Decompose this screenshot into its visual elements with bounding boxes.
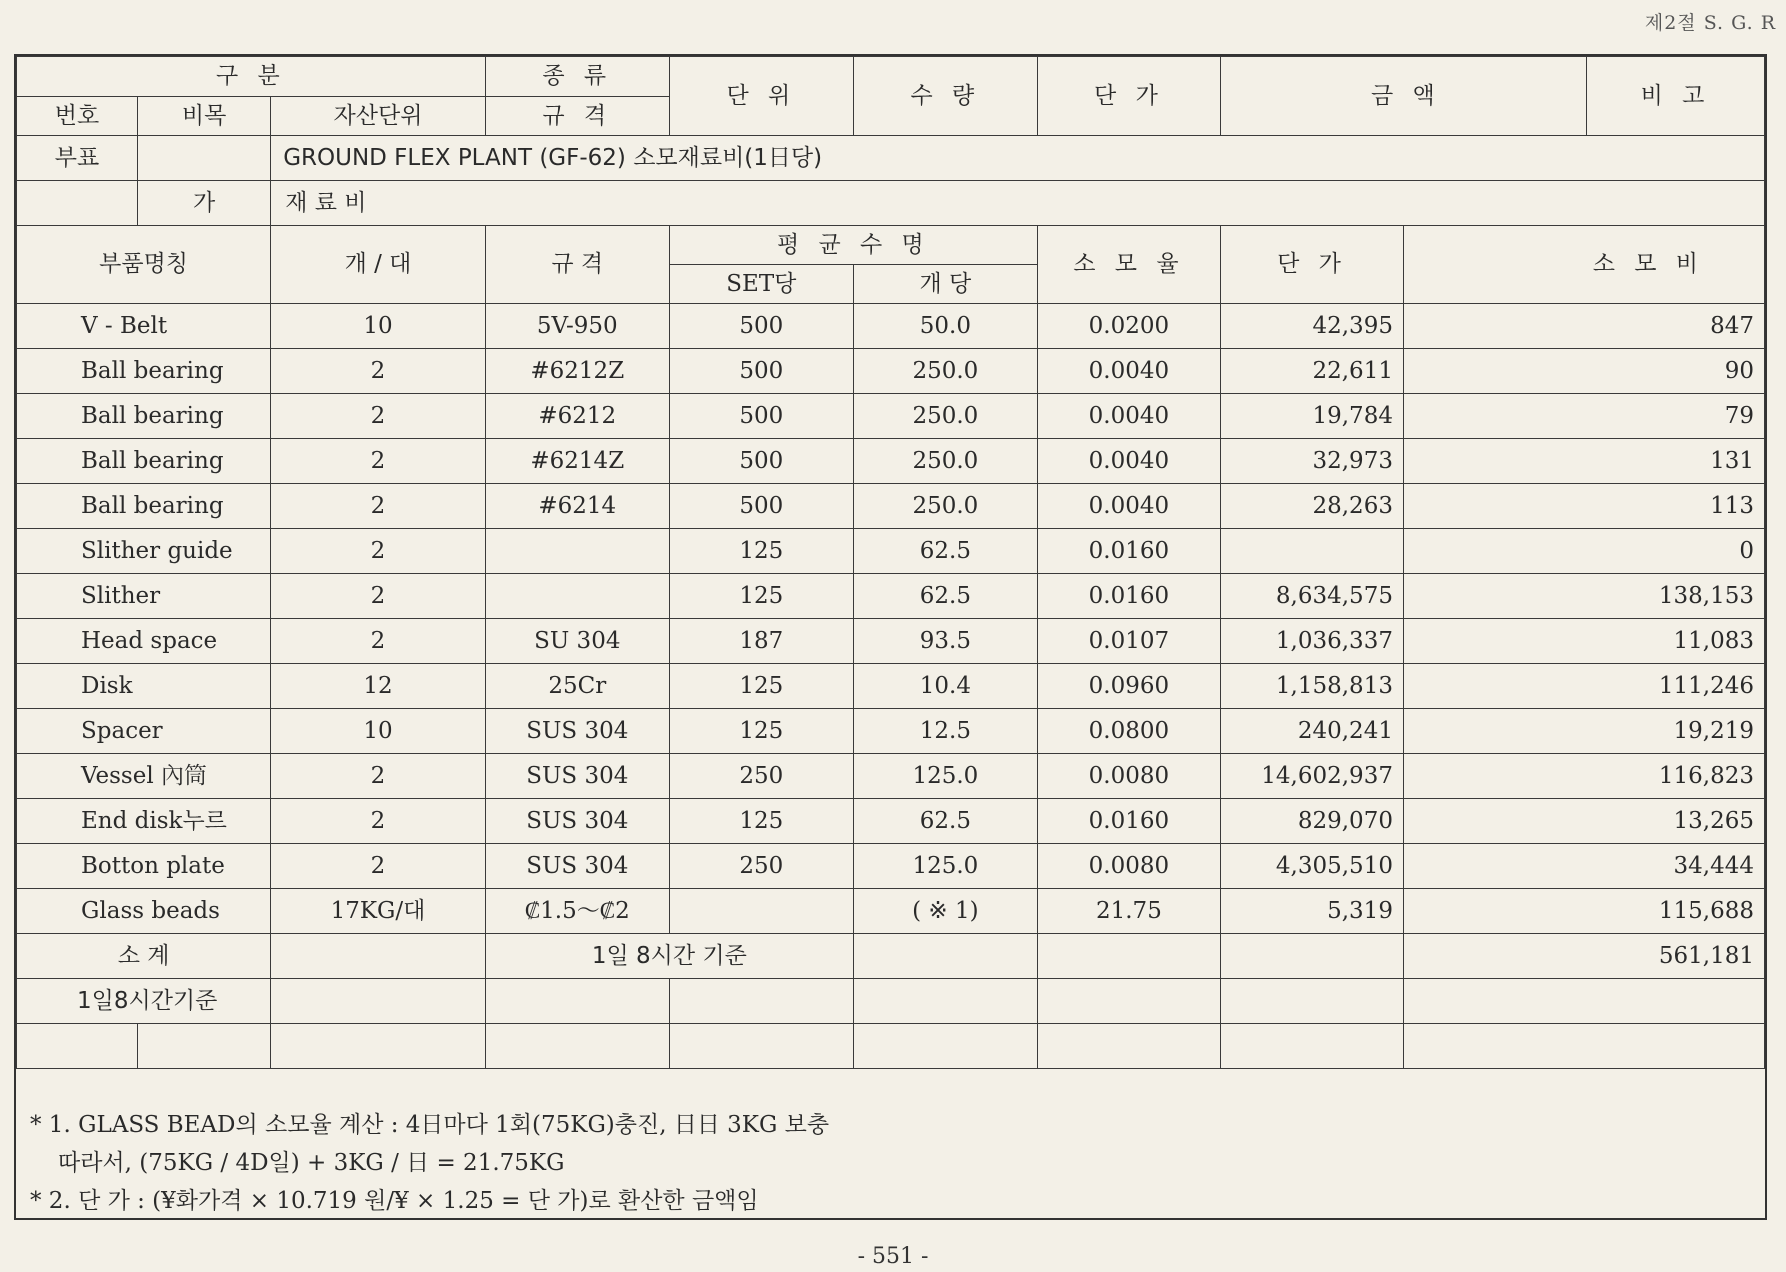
cell-set-life: 500 <box>669 349 853 394</box>
cell-rate: 0.0160 <box>1037 529 1220 574</box>
basis-empty-7 <box>1403 979 1764 1024</box>
cell-set-life: 250 <box>669 754 853 799</box>
cell-piece-life: 62.5 <box>853 574 1037 619</box>
cell-cost: 19,219 <box>1403 709 1764 754</box>
subheader-part-name: 부품명칭 <box>17 226 271 304</box>
subheader-per-set: SET당 <box>669 265 853 304</box>
cell-piece-life: 10.4 <box>853 664 1037 709</box>
cell-rate: 0.0040 <box>1037 349 1220 394</box>
basis-empty-5 <box>1037 979 1220 1024</box>
cell-rate: 0.0200 <box>1037 304 1220 349</box>
cell-price <box>1220 529 1403 574</box>
table-row <box>17 754 1765 799</box>
cell-piece-life: 125.0 <box>853 754 1037 799</box>
cell-rate: 0.0107 <box>1037 619 1220 664</box>
cell-spec: #6214Z <box>485 439 669 484</box>
subheader-cost: 소 모 비 <box>1403 226 1764 304</box>
cell-rate: 0.0160 <box>1037 574 1220 619</box>
cell-qty: 2 <box>271 484 486 529</box>
cell-price: 240,241 <box>1220 709 1403 754</box>
subtotal-empty-4 <box>1220 934 1403 979</box>
cost-table-page <box>14 54 1767 1220</box>
cell-set-life: 125 <box>669 709 853 754</box>
subtotal-empty-3 <box>1037 934 1220 979</box>
header-jongryu: 종 류 <box>485 57 669 97</box>
cell-set-life: 500 <box>669 394 853 439</box>
table-row <box>17 484 1765 529</box>
subheader-avg-life: 평 균 수 명 <box>669 226 1037 265</box>
table-row <box>17 349 1765 394</box>
cell-qty: 2 <box>271 439 486 484</box>
cell-piece-life: 250.0 <box>853 439 1037 484</box>
cell-piece-life: 125.0 <box>853 844 1037 889</box>
cell-price: 14,602,937 <box>1220 754 1403 799</box>
header-gyugyeok: 규 격 <box>485 97 669 136</box>
cell-cost: 34,444 <box>1403 844 1764 889</box>
cell-spec <box>485 529 669 574</box>
subheader-unit-price: 단 가 <box>1220 226 1403 304</box>
header-danwi: 단 위 <box>669 57 853 136</box>
cell-rate: 0.0040 <box>1037 394 1220 439</box>
cell-rate: 0.0960 <box>1037 664 1220 709</box>
cell-set-life: 500 <box>669 304 853 349</box>
cell-name: Botton plate <box>17 844 271 889</box>
cell-price: 4,305,510 <box>1220 844 1403 889</box>
blank-row <box>17 1024 1765 1069</box>
basis-row <box>17 979 1765 1024</box>
table-row <box>17 574 1765 619</box>
cell-name: End disk누르 <box>17 799 271 844</box>
cell-price: 22,611 <box>1220 349 1403 394</box>
footnote-1b: 따라서, (75KG / 4D일) + 3KG / 日 = 21.75KG <box>58 1150 565 1176</box>
cell-piece-life: 50.0 <box>853 304 1037 349</box>
table-row <box>17 619 1765 664</box>
cell-spec: #6212 <box>485 394 669 439</box>
cell-piece-life: 62.5 <box>853 799 1037 844</box>
cell-piece-life: 250.0 <box>853 394 1037 439</box>
header-danga: 단 가 <box>1037 57 1220 136</box>
cell-cost: 11,083 <box>1403 619 1764 664</box>
blank-cell-8 <box>1220 1024 1403 1069</box>
basis-empty-6 <box>1220 979 1403 1024</box>
header-bimok: 비목 <box>138 97 271 136</box>
cell-piece-life: 93.5 <box>853 619 1037 664</box>
cell-piece-life: 12.5 <box>853 709 1037 754</box>
cell-set-life: 187 <box>669 619 853 664</box>
table-row <box>17 529 1765 574</box>
blank-cell-6 <box>853 1024 1037 1069</box>
subheader-per-piece: 개 당 <box>853 265 1037 304</box>
cell-rate: 0.0080 <box>1037 754 1220 799</box>
cell-name: Ball bearing <box>17 349 271 394</box>
cell-name: Head space <box>17 619 271 664</box>
cell-qty: 2 <box>271 529 486 574</box>
cell-name: Slither <box>17 574 271 619</box>
basis-text: 1일8시간기준 <box>17 979 271 1024</box>
header-gubun: 구 분 <box>17 57 486 97</box>
cell-spec: SUS 304 <box>485 844 669 889</box>
basis-empty-4 <box>853 979 1037 1024</box>
cell-qty: 2 <box>271 349 486 394</box>
cell-set-life: 250 <box>669 844 853 889</box>
header-suryang: 수 량 <box>853 57 1037 136</box>
cell-price: 1,036,337 <box>1220 619 1403 664</box>
cell-spec: #6212Z <box>485 349 669 394</box>
cell-qty: 2 <box>271 394 486 439</box>
basis-empty-1 <box>271 979 486 1024</box>
cell-set-life: 125 <box>669 799 853 844</box>
page-number: - 551 - <box>857 1244 929 1269</box>
cell-spec: #6214 <box>485 484 669 529</box>
table-row <box>17 304 1765 349</box>
subtotal-row <box>17 934 1765 979</box>
table-row <box>17 844 1765 889</box>
blank-cell-1 <box>17 1024 138 1069</box>
section-row <box>17 181 1765 226</box>
cell-price: 5,319 <box>1220 889 1403 934</box>
title-empty <box>138 136 271 181</box>
footnote-1: * 1. GLASS BEAD의 소모율 계산 : 4日마다 1회(75KG)충진, 日日 3KG 보충 <box>30 1112 830 1138</box>
cell-name: Disk <box>17 664 271 709</box>
cell-rate: 0.0800 <box>1037 709 1220 754</box>
cell-cost: 90 <box>1403 349 1764 394</box>
cell-spec: 25Cr <box>485 664 669 709</box>
cell-qty: 2 <box>271 799 486 844</box>
subtotal-basis: 1일 8시간 기준 <box>485 934 853 979</box>
cell-qty: 10 <box>271 304 486 349</box>
cell-set-life <box>669 889 853 934</box>
cell-name: Spacer <box>17 709 271 754</box>
cell-name: Slither guide <box>17 529 271 574</box>
subtotal-empty-1 <box>271 934 486 979</box>
section-text: 재 료 비 <box>271 181 1765 226</box>
cell-cost: 116,823 <box>1403 754 1764 799</box>
cell-cost: 847 <box>1403 304 1764 349</box>
header-bigo: 비 고 <box>1587 57 1765 136</box>
cell-rate: 0.0160 <box>1037 799 1220 844</box>
table-row <box>17 889 1765 934</box>
basis-empty-2 <box>485 979 669 1024</box>
cell-cost: 115,688 <box>1403 889 1764 934</box>
material-cost-table <box>16 56 1765 1069</box>
cell-price: 829,070 <box>1220 799 1403 844</box>
cell-qty: 10 <box>271 709 486 754</box>
blank-cell-3 <box>271 1024 486 1069</box>
cell-qty: 2 <box>271 754 486 799</box>
cell-spec: SUS 304 <box>485 799 669 844</box>
item-rows <box>17 304 1765 934</box>
cell-name: V - Belt <box>17 304 271 349</box>
cell-set-life: 125 <box>669 529 853 574</box>
footnotes <box>14 1100 1786 1220</box>
cell-rate: 0.0040 <box>1037 484 1220 529</box>
cell-set-life: 500 <box>669 484 853 529</box>
table-row <box>17 664 1765 709</box>
cell-set-life: 500 <box>669 439 853 484</box>
header-geumaek: 금 액 <box>1220 57 1586 136</box>
cell-spec: SUS 304 <box>485 754 669 799</box>
cell-rate: 0.0080 <box>1037 844 1220 889</box>
cell-piece-life: ( ※ 1) <box>853 889 1037 934</box>
cell-cost: 13,265 <box>1403 799 1764 844</box>
subheader-per-unit: 개 / 대 <box>271 226 486 304</box>
cell-name: Ball bearing <box>17 394 271 439</box>
cell-name: Vessel 內筒 <box>17 754 271 799</box>
subtotal-empty-2 <box>853 934 1037 979</box>
section-header-mark: 제2절 S. G. R <box>1644 12 1776 34</box>
basis-empty-3 <box>669 979 853 1024</box>
subheader-rate: 소 모 율 <box>1037 226 1220 304</box>
cell-price: 32,973 <box>1220 439 1403 484</box>
header-beonho: 번호 <box>17 97 138 136</box>
cell-name: Glass beads <box>17 889 271 934</box>
table-row <box>17 709 1765 754</box>
blank-cell-7 <box>1037 1024 1220 1069</box>
subheader-row-1 <box>17 226 1765 265</box>
blank-cell-5 <box>669 1024 853 1069</box>
section-label: 가 <box>138 181 271 226</box>
cell-price: 42,395 <box>1220 304 1403 349</box>
blank-cell-9 <box>1403 1024 1764 1069</box>
cell-spec: 5V-950 <box>485 304 669 349</box>
cell-name: Ball bearing <box>17 484 271 529</box>
cell-name: Ball bearing <box>17 439 271 484</box>
cell-rate: 0.0040 <box>1037 439 1220 484</box>
cell-spec: SU 304 <box>485 619 669 664</box>
cell-qty: 2 <box>271 574 486 619</box>
cell-rate: 21.75 <box>1037 889 1220 934</box>
cell-cost: 138,153 <box>1403 574 1764 619</box>
table-row <box>17 439 1765 484</box>
header-row-1 <box>17 57 1765 97</box>
cell-qty: 12 <box>271 664 486 709</box>
cell-qty: 17KG/대 <box>271 889 486 934</box>
cell-qty: 2 <box>271 844 486 889</box>
cell-spec: SUS 304 <box>485 709 669 754</box>
cell-price: 8,634,575 <box>1220 574 1403 619</box>
cell-price: 19,784 <box>1220 394 1403 439</box>
table-row <box>17 394 1765 439</box>
footnote-2: * 2. 단 가 : (¥화가격 × 10.719 원/¥ × 1.25 = 단 가)로 환산한 금액임 <box>30 1188 759 1214</box>
cell-cost: 79 <box>1403 394 1764 439</box>
cell-price: 1,158,813 <box>1220 664 1403 709</box>
cell-cost: 131 <box>1403 439 1764 484</box>
cell-piece-life: 250.0 <box>853 484 1037 529</box>
cell-price: 28,263 <box>1220 484 1403 529</box>
title-text: GROUND FLEX PLANT (GF-62) 소모재료비(1日당) <box>271 136 1765 181</box>
section-empty <box>17 181 138 226</box>
cell-cost: 113 <box>1403 484 1764 529</box>
cell-set-life: 125 <box>669 574 853 619</box>
title-label: 부표 <box>17 136 138 181</box>
subtotal-cost: 561,181 <box>1403 934 1764 979</box>
blank-cell-2 <box>138 1024 271 1069</box>
cell-cost: 111,246 <box>1403 664 1764 709</box>
subtotal-label: 소 계 <box>17 934 271 979</box>
blank-cell-4 <box>485 1024 669 1069</box>
cell-spec: ₡1.5～₡2 <box>485 889 669 934</box>
cell-qty: 2 <box>271 619 486 664</box>
title-row <box>17 136 1765 181</box>
cell-piece-life: 250.0 <box>853 349 1037 394</box>
cell-spec <box>485 574 669 619</box>
cell-piece-life: 62.5 <box>853 529 1037 574</box>
header-jasan: 자산단위 <box>271 97 486 136</box>
cell-cost: 0 <box>1403 529 1764 574</box>
cell-set-life: 125 <box>669 664 853 709</box>
subheader-spec: 규 격 <box>485 226 669 304</box>
table-row <box>17 799 1765 844</box>
